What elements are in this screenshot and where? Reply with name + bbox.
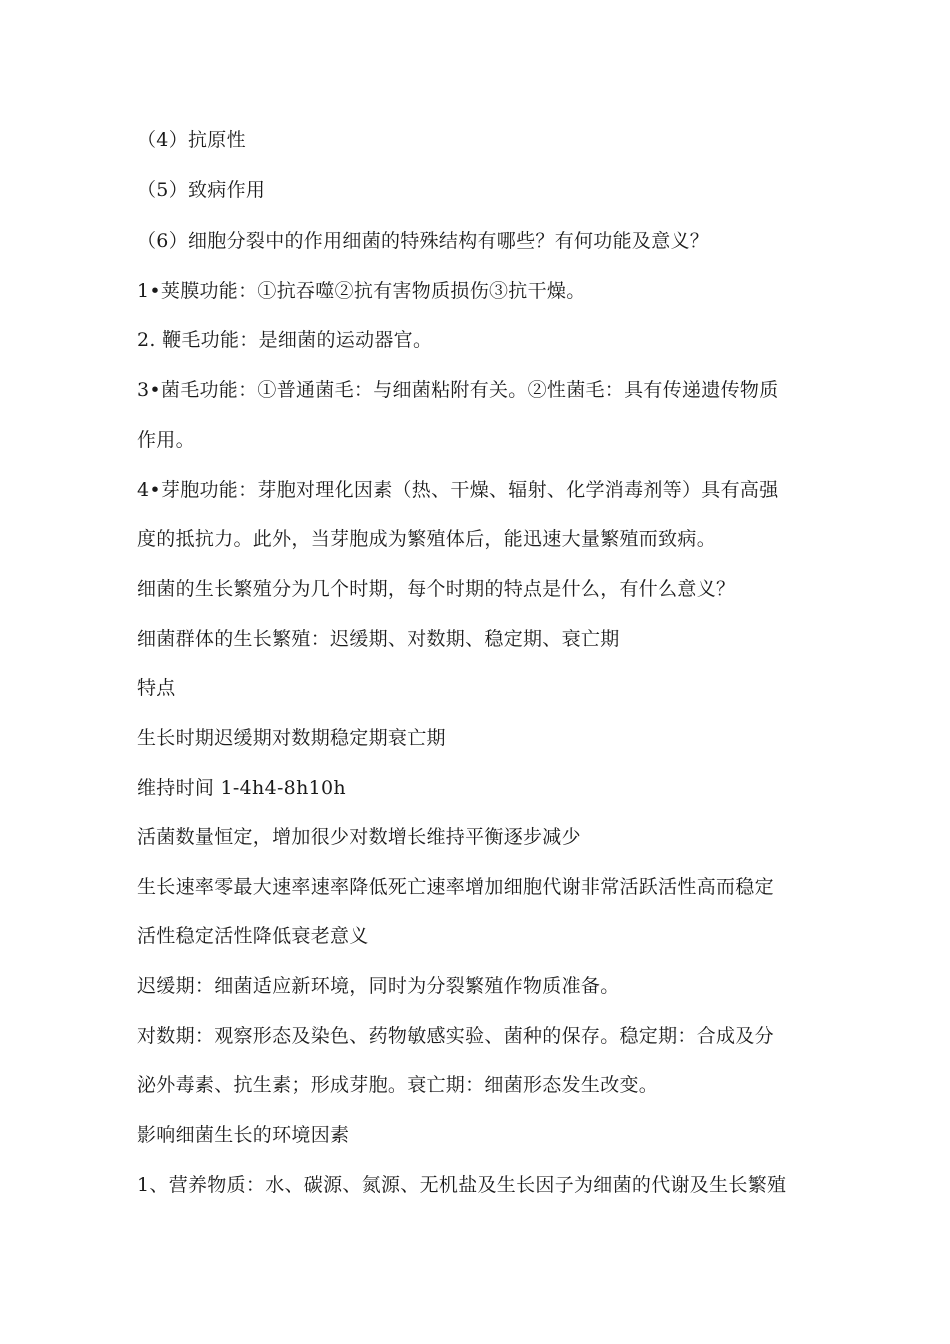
text-line-pathogenicity: （5）致病作用 (137, 179, 266, 201)
text-line-log-phase-continued: 泌外毒素、抗生素；形成芽胞。衰亡期：细菌形态发生改变。 (137, 1074, 659, 1096)
text-line-pili: 3•菌毛功能：①普通菌毛：与细菌粘附有关。②性菌毛：具有传递遗传物质 (137, 379, 779, 401)
text-line-pili-continued: 作用。 (137, 429, 195, 451)
text-line-environment-heading: 影响细菌生长的环境因素 (137, 1124, 350, 1146)
text-line-activity: 活性稳定活性降低衰老意义 (137, 925, 369, 947)
text-line-duration: 维持时间 1-4h4-8h10h (137, 777, 346, 799)
text-line-flagella: 2. 鞭毛功能：是细菌的运动器官。 (137, 329, 433, 351)
text-line-growth-period: 生长时期迟缓期对数期稳定期衰亡期 (137, 727, 446, 749)
text-line-growth-phases: 细菌群体的生长繁殖：迟缓期、对数期、稳定期、衰亡期 (137, 628, 620, 650)
text-line-nutrients: 1、营养物质：水、碳源、氮源、无机盐及生长因子为细菌的代谢及生长繁殖 (137, 1174, 787, 1196)
text-line-capsule: 1•荚膜功能：①抗吞噬②抗有害物质损伤③抗干燥。 (137, 280, 586, 302)
text-line-growth-phases-question: 细菌的生长繁殖分为几个时期，每个时期的特点是什么，有什么意义？ (137, 578, 736, 600)
text-line-log-phase: 对数期：观察形态及染色、药物敏感实验、菌种的保存。稳定期：合成及分 (137, 1025, 774, 1047)
text-line-growth-rate: 生长速率零最大速率速率降低死亡速率增加细胞代谢非常活跃活性高而稳定 (137, 876, 774, 898)
text-line-features: 特点 (137, 677, 176, 699)
text-line-viable-count: 活菌数量恒定，增加很少对数增长维持平衡逐步减少 (137, 826, 581, 848)
text-line-spore-continued: 度的抵抗力。此外，当芽胞成为繁殖体后，能迅速大量繁殖而致病。 (137, 528, 717, 550)
text-line-antigenicity: （4）抗原性 (137, 129, 246, 151)
text-line-spore: 4•芽胞功能：芽胞对理化因素（热、干燥、辐射、化学消毒剂等）具有高强 (137, 479, 779, 501)
text-line-special-structures-question: （6）细胞分裂中的作用细菌的特殊结构有哪些？有何功能及意义？ (137, 230, 710, 252)
text-line-lag-phase: 迟缓期：细菌适应新环境，同时为分裂繁殖作物质准备。 (137, 975, 620, 997)
